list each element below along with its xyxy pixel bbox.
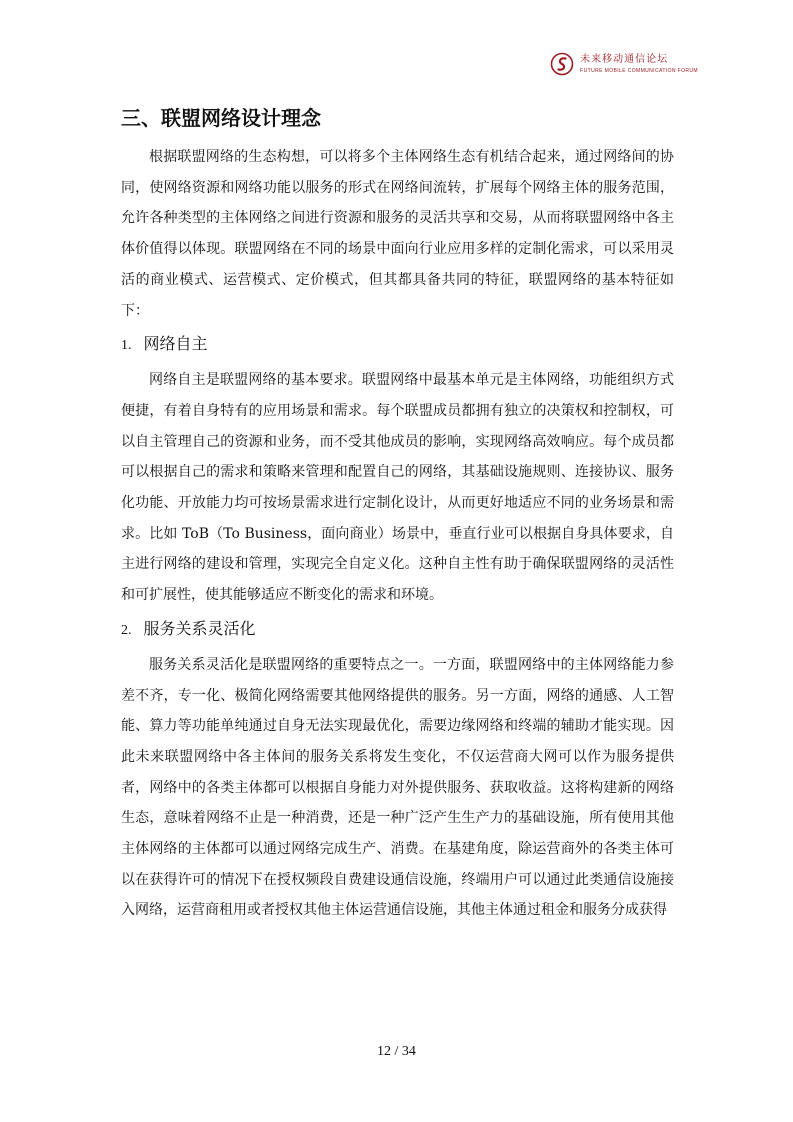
forum-logo — [550, 52, 698, 76]
logo-english-name: FUTURE MOBILE COMMUNICATION FORUM — [580, 67, 698, 74]
subsection-number: 2. — [121, 622, 132, 638]
document-body — [121, 104, 674, 926]
section-intro-paragraph: 根据联盟网络的生态构想，可以将多个主体网络生态有机结合起来，通过网络间的协同，使网络资源和网络功能以服务的形式在网络间流转，扩展每个网络主体的服务范围，允许各种类型的主体网络之间进行资源和服务的灵活共享和交易，从而将联盟网络中各主体价值得以体现。联盟网络在不同的场景中面向行业应用多样的定制化需求，可以采用灵活的商业模式、运营模式、定价模式，但其都具备共同的特征，联盟网络的基本特征如下： — [121, 149, 674, 319]
subsection-heading-service-flexibility — [121, 614, 674, 644]
forum-logo-icon — [550, 52, 574, 76]
page-number: 12 / 34 — [377, 1044, 416, 1059]
subsection-title: 服务关系灵活化 — [143, 618, 256, 638]
subsection-heading-network-autonomy — [121, 329, 674, 359]
subsection-title: 网络自主 — [143, 334, 208, 354]
service-flexibility-paragraph: 服务关系灵活化是联盟网络的重要特点之一。一方面，联盟网络中的主体网络能力参差不齐，专一化、极简化网络需要其他网络提供的服务。另一方面，网络的通感、人工智能、算力等功能单纯通过自身无法实现最优化，需要边缘网络和终端的辅助才能实现。因此未来联盟网络中各主体间的服务关系将发生变化，不仅运营商大网可以作为服务提供者，网络中的各类主体都可以根据自身能力对外提供服务、获取收益。这将构建新的网络生态，意味着网络不止是一种消费，还是一种广泛产生生产力的基础设施，所有使用其他主体网络的主体都可以通过网络完成生产、消费。在基建角度，除运营商外的各类主体可以在获得许可的情况下在授权频段自费建设通信设施，终端用户可以通过此类通信设施接入网络，运营商租用或者授权其他主体运营通信设施，其他主体通过租金和服务分成获得 — [121, 656, 674, 919]
section-title: 三、联盟网络设计理念 — [121, 106, 321, 130]
subsection-number: 1. — [121, 338, 132, 354]
logo-chinese-name: 未来移动通信论坛 — [580, 53, 669, 65]
network-autonomy-paragraph: 网络自主是联盟网络的基本要求。联盟网络中最基本单元是主体网络，功能组织方式便捷，有着自身特有的应用场景和需求。每个联盟成员都拥有独立的决策权和控制权，可以自主管理自己的资源和业务，而不受其他成员的影响，实现网络高效响应。每个成员都可以根据自己的需求和策略来管理和配置自己的网络，其基础设施规则、连接协议、服务化功能、开放能力均可按场景需求进行定制化设计，从而更好地适应不同的业务场景和需求。比如 ToB（To Business，面向商业）场景中，垂直行业可以根据自身具体要求，自主进行网络的建设和管理，实现完全自定义化。这种自主性有助于确保联盟网络的灵活性和可扩展性，使其能够适应不断变化的需求和环境。 — [121, 372, 674, 604]
forum-logo-text — [580, 55, 698, 74]
